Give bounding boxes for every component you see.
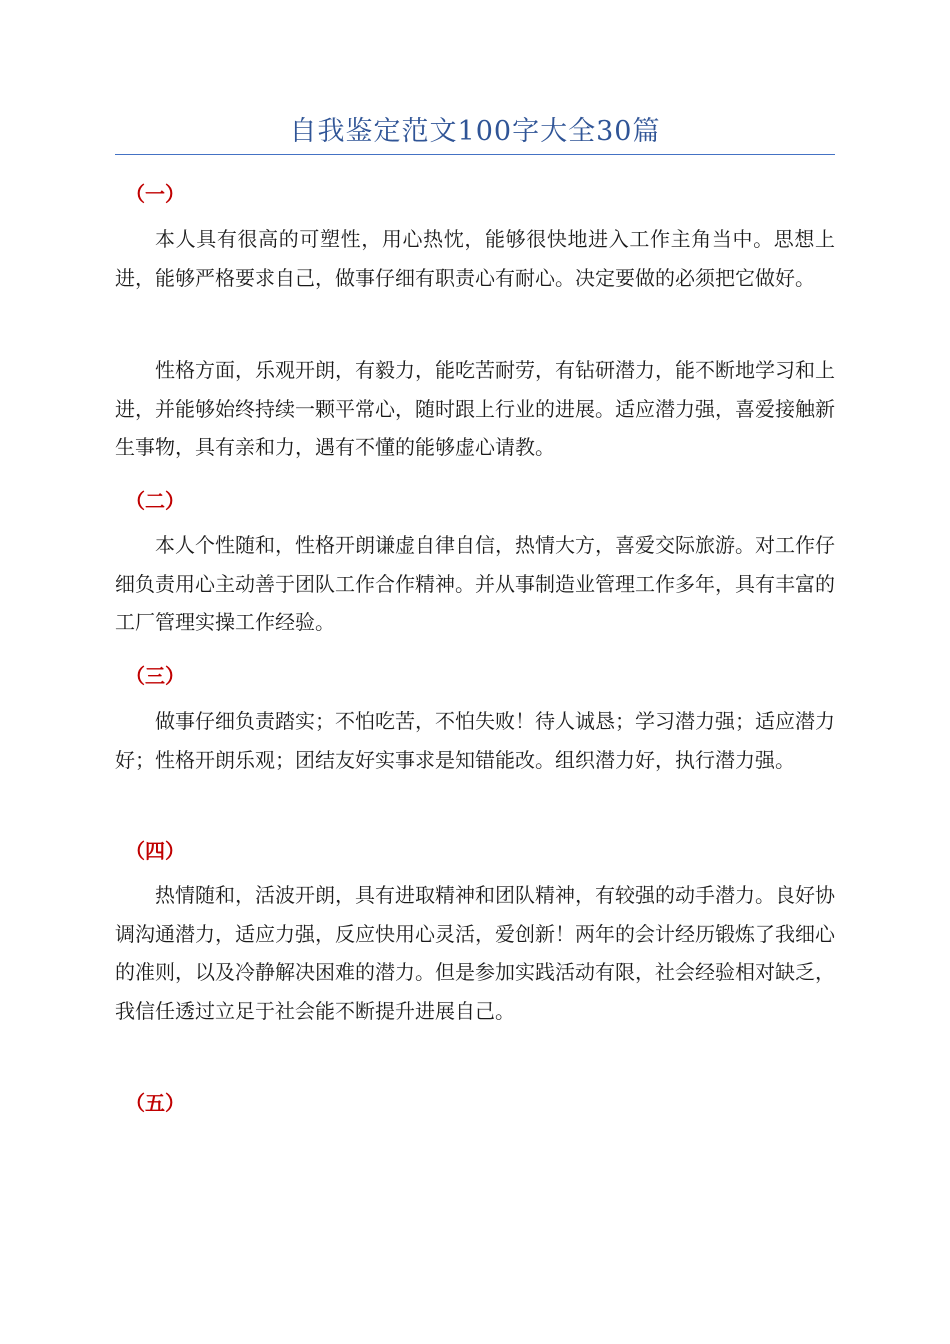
section-2-paragraph-1: 本人个性随和，性格开朗谦虚自律自信，热情大方，喜爱交际旅游。对工作仔细负责用心主动善于团队工作合作精神。并从事制造业管理工作多年，具有丰富的工厂管理实操工作经验。 [115, 533, 835, 634]
section-4-paragraph-1: 热情随和，活波开朗，具有进取精神和团队精神，有较强的动手潜力。良好协调沟通潜力，适应力强，反应快用心灵活，爱创新！两年的会计经历锻炼了我细心的准则，以及冷静解决困难的潜力。但是参加实践活动有限，社会经验相对缺乏，我信任透过立足于社会能不断提升进展自己。 [115, 883, 835, 1023]
section-1-paragraph-2: 性格方面，乐观开朗，有毅力，能吃苦耐劳，有钻研潜力，能不断地学习和上进，并能够始终持续一颗平常心，随时跟上行业的进展。适应潜力强，喜爱接触新生事物，具有亲和力，遇有不懂的能够虚心请教。 [115, 358, 835, 459]
title-underline [115, 154, 835, 155]
section-heading-5: （五） [125, 1091, 185, 1115]
section-3-paragraph-1: 做事仔细负责踏实；不怕吃苦，不怕失败！待人诚恳；学习潜力强；适应潜力好；性格开朗乐观；团结友好实事求是知错能改。组织潜力好，执行潜力强。 [115, 709, 835, 772]
section-heading-1: （一） [125, 182, 185, 206]
document-title: 自我鉴定范文100字大全30篇 [289, 116, 661, 147]
document-page [115, 0, 835, 1344]
section-heading-3: （三） [125, 664, 185, 688]
section-heading-2: （二） [125, 489, 185, 513]
section-heading-4: （四） [125, 839, 185, 863]
section-1-paragraph-1: 本人具有很高的可塑性，用心热忱，能够很快地进入工作主角当中。思想上进，能够严格要求自己，做事仔细有职责心有耐心。决定要做的必须把它做好。 [115, 227, 835, 290]
